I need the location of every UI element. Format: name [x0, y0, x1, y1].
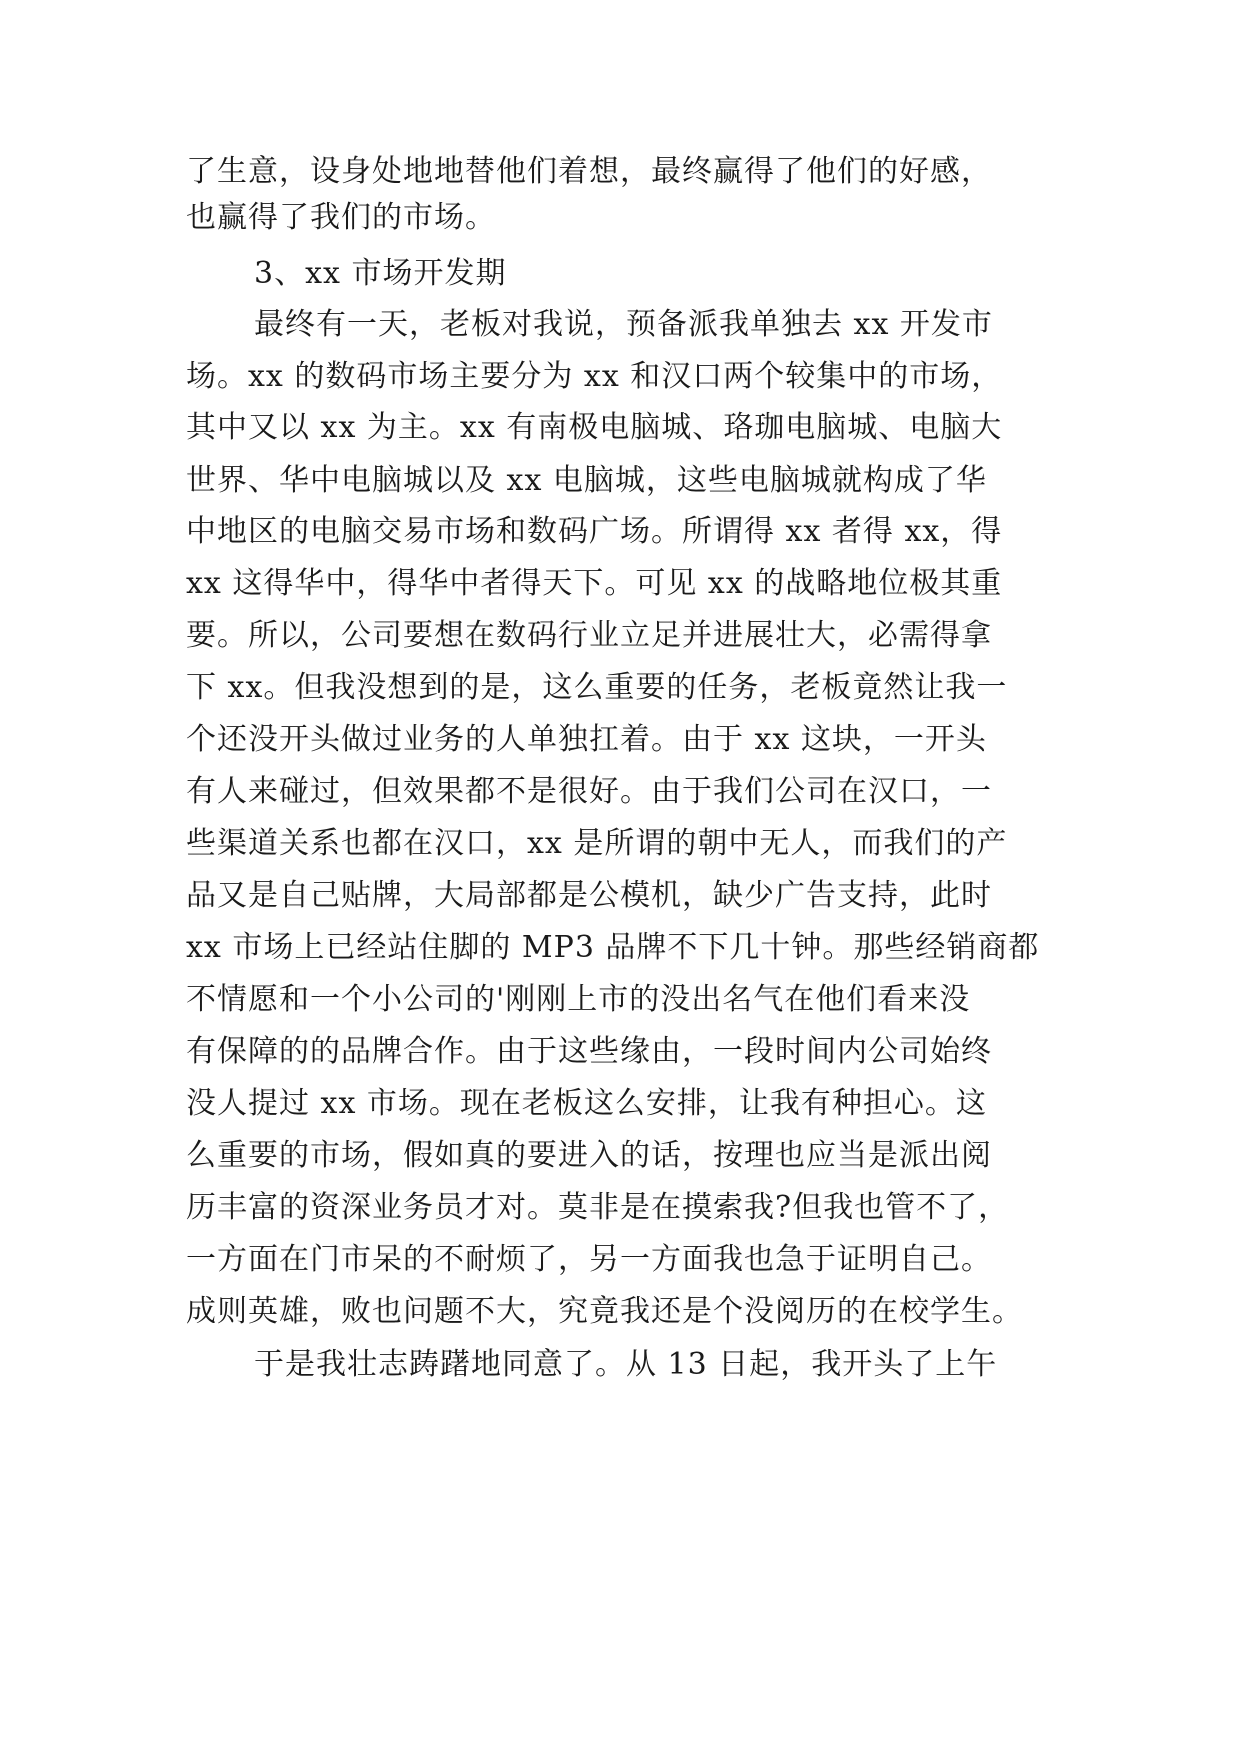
text-line: 于是我壮志踌躇地同意了。从 13 日起，我开头了上午	[254, 1347, 998, 1382]
text-line: 些渠道关系也都在汉口，xx 是所谓的朝中无人，而我们的产	[186, 826, 1008, 861]
text-line: 品又是自己贴牌，大局部都是公模机，缺少广告支持，此时	[186, 878, 992, 913]
text-line: 么重要的市场，假如真的要进入的话，按理也应当是派出阅	[186, 1138, 992, 1173]
text-line: 了生意，设身处地地替他们着想，最终赢得了他们的好感，	[186, 154, 992, 189]
text-line: xx 市场上已经站住脚的 MP3 品牌不下几十钟。那些经销商都	[186, 930, 1040, 965]
text-line: 下 xx。但我没想到的是，这么重要的任务，老板竟然让我一	[186, 670, 1008, 705]
text-line: 场。xx 的数码市场主要分为 xx 和汉口两个较集中的市场，	[186, 359, 1003, 394]
text-line: 世界、华中电脑城以及 xx 电脑城，这些电脑城就构成了华	[186, 463, 987, 498]
text-line: 历丰富的资深业务员才对。莫非是在摸索我?但我也管不了，	[186, 1190, 1010, 1225]
text-line: 成则英雄，败也问题不大，究竟我还是个没阅历的在校学生。	[186, 1294, 1023, 1329]
text-line: 最终有一天，老板对我说，预备派我单独去 xx 开发市	[254, 307, 993, 342]
text-line: 有人来碰过，但效果都不是很好。由于我们公司在汉口，一	[186, 774, 992, 809]
text-line: 其中又以 xx 为主。xx 有南极电脑城、珞珈电脑城、电脑大	[186, 410, 1003, 445]
text-line: 不情愿和一个小公司的'刚刚上市的没出名气在他们看来没	[186, 982, 971, 1017]
section-heading: 3、xx 市场开发期	[254, 256, 507, 291]
text-line: 有保障的的品牌合作。由于这些缘由，一段时间内公司始终	[186, 1034, 992, 1069]
text-line: 没人提过 xx 市场。现在老板这么安排，让我有种担心。这	[186, 1086, 987, 1121]
text-line: 也赢得了我们的市场。	[186, 200, 496, 235]
text-line: xx 这得华中，得华中者得天下。可见 xx 的战略地位极其重	[186, 566, 1003, 601]
text-line: 中地区的电脑交易市场和数码广场。所谓得 xx 者得 xx，得	[186, 514, 1003, 549]
text-line: 个还没开头做过业务的人单独扛着。由于 xx 这块，一开头	[186, 722, 987, 757]
text-line: 要。所以，公司要想在数码行业立足并进展壮大，必需得拿	[186, 618, 992, 653]
text-line: 一方面在门市呆的不耐烦了，另一方面我也急于证明自己。	[186, 1242, 992, 1277]
